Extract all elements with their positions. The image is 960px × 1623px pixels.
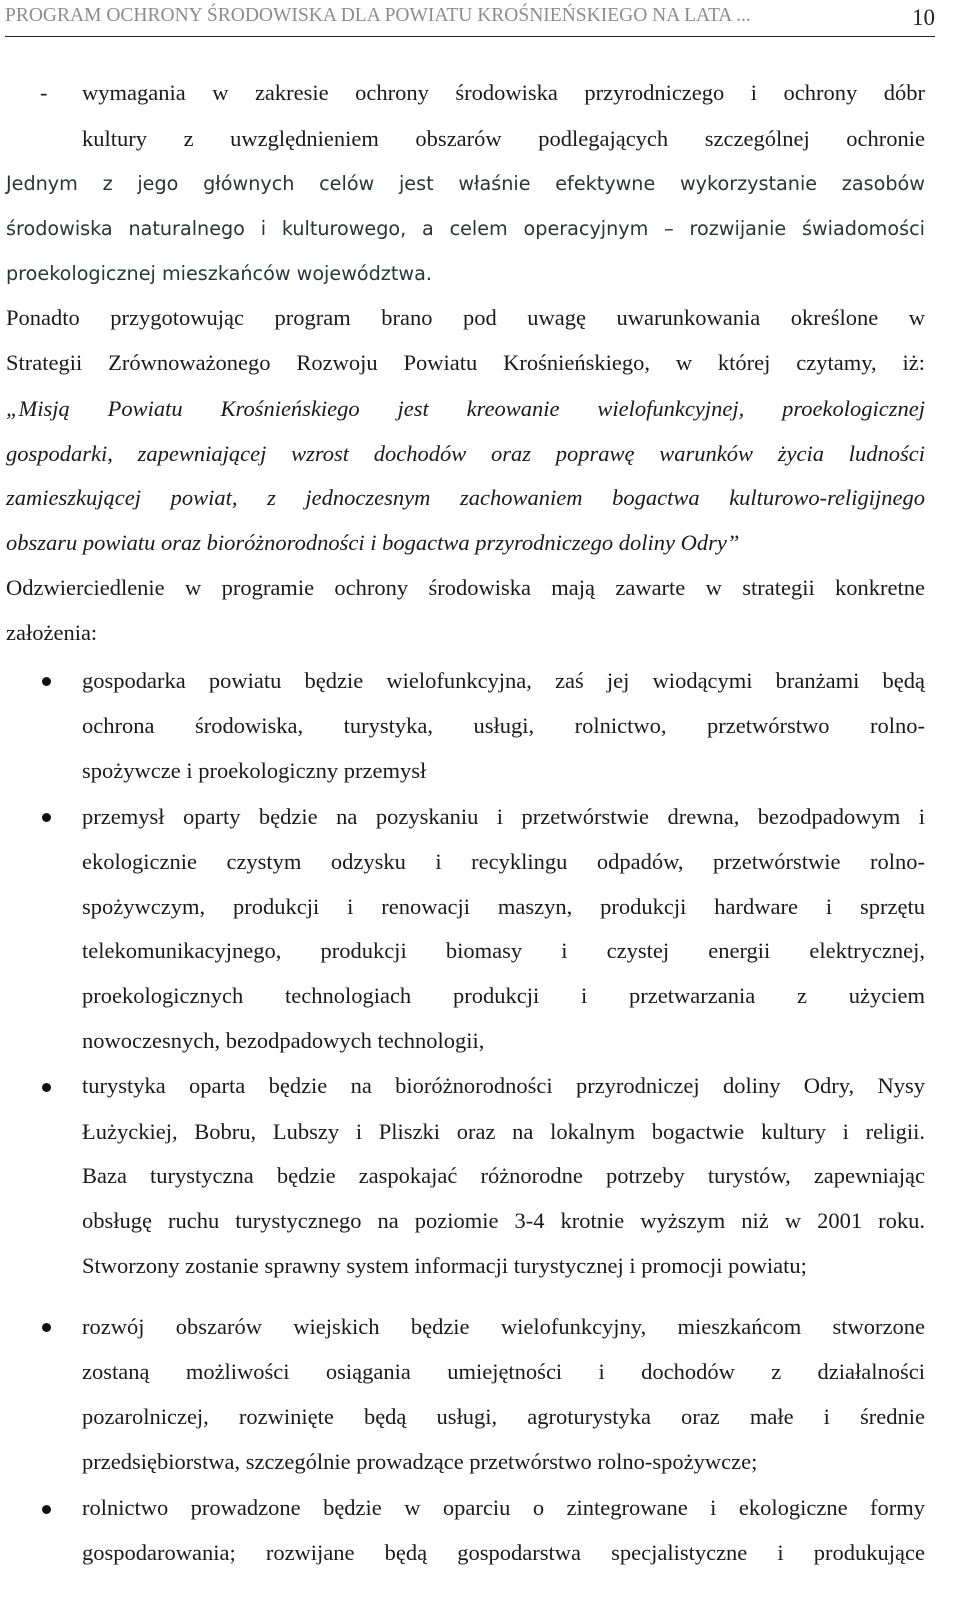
bullet-line: ekologicznie czystym odzysku i recyklingu odpadów, przetwórstwie rolno- — [82, 849, 925, 874]
bullet-line: nowoczesnych, bezodpadowych technologii, — [82, 1028, 485, 1053]
paragraph-line: założenia: — [6, 620, 98, 645]
bullet-line: proekologicznych technologiach produkcji i przetwarzania z użyciem — [82, 983, 925, 1008]
dash-marker: - — [40, 80, 48, 105]
bullet-line: przemysł oparty będzie na pozyskaniu i przetwórstwie drewna, bezodpadowym i — [82, 804, 925, 829]
bullet-line: przedsiębiorstwa, szczególnie prowadzące przetwórstwo rolno-spożywcze; — [82, 1449, 758, 1474]
bullet-marker — [42, 1505, 51, 1514]
quote-line: gospodarki, zapewniającej wzrost dochodów oraz poprawę warunków życia ludności — [6, 441, 925, 466]
quote-line: „Misją Powiatu Krośnieńskiego jest kreowanie wielofunkcyjnej, proekologicznej — [6, 396, 925, 421]
bullet-line: spożywcze i proekologiczny przemysł — [82, 758, 427, 783]
bullet-line: rozwój obszarów wiejskich będzie wielofunkcyjny, mieszkańcom stworzone — [82, 1314, 925, 1339]
quote-line: zamieszkującej powiat, z jednoczesnym zachowaniem bogactwa kulturowo-religijnego — [6, 485, 925, 510]
bullet-line: Łużyckiej, Bobru, Lubszy i Pliszki oraz na lokalnym bogactwie kultury i religii. — [82, 1119, 925, 1144]
bullet-line: gospodarowania; rozwijane będą gospodarstwa specjalistyczne i produkujące — [82, 1540, 925, 1565]
bullet-line: telekomunikacyjnego, produkcji biomasy i czystej energii elektrycznej, — [82, 938, 925, 963]
bullet-line: Stworzony zostanie sprawny system informacji turystycznej i promocji powiatu; — [82, 1253, 807, 1278]
bullet-line: ochrona środowiska, turystyka, usługi, rolnictwo, przetwórstwo rolno- — [82, 713, 925, 738]
bullet-line: zostaną możliwości osiągania umiejętności i dochodów z działalności — [82, 1359, 925, 1384]
dash-item-line: kultury z uwzględnieniem obszarów podlegających szczególnej ochronie — [82, 126, 925, 151]
quote-line: obszaru powiatu oraz bioróżnorodności i bogactwa przyrodniczego doliny Odry” — [6, 530, 740, 555]
paragraph-line: proekologicznej mieszkańców województwa. — [6, 262, 432, 285]
bullet-line: obsługę ruchu turystycznego na poziomie 3-4 krotnie wyższym niż w 2001 roku. — [82, 1208, 925, 1233]
bullet-line: rolnictwo prowadzone będzie w oparciu o zintegrowane i ekologiczne formy — [82, 1495, 925, 1520]
paragraph-line: Ponadto przygotowując program brano pod uwagę uwarunkowania określone w — [6, 305, 925, 330]
paragraph-line: Jednym z jego głównych celów jest właśnie efektywne wykorzystanie zasobów — [6, 172, 925, 195]
paragraph-line: Odzwierciedlenie w programie ochrony środowiska mają zawarte w strategii konkretne — [6, 575, 925, 600]
paragraph-line: środowiska naturalnego i kulturowego, a celem operacyjnym – rozwijanie świadomości — [6, 217, 925, 240]
bullet-marker — [42, 677, 51, 686]
page-header — [5, 0, 935, 37]
bullet-marker — [42, 1323, 51, 1332]
document-title: PROGRAM OCHRONY ŚRODOWISKA DLA POWIATU KROŚNIEŃSKIEGO NA LATA ... — [5, 5, 751, 26]
dash-item-line: wymagania w zakresie ochrony środowiska przyrodniczego i ochrony dóbr — [82, 80, 925, 105]
bullet-line: pozarolniczej, rozwinięte będą usługi, agroturystyka oraz małe i średnie — [82, 1404, 925, 1429]
paragraph-line: Strategii Zrównoważonego Rozwoju Powiatu Krośnieńskiego, w której czytamy, iż: — [6, 350, 925, 375]
page-number: 10 — [912, 5, 935, 30]
bullet-line: spożywczym, produkcji i renowacji maszyn, produkcji hardware i sprzętu — [82, 894, 925, 919]
bullet-marker — [42, 1083, 51, 1092]
bullet-line: turystyka oparta będzie na bioróżnorodności przyrodniczej doliny Odry, Nysy — [82, 1073, 925, 1098]
bullet-line: Baza turystyczna będzie zaspokajać różnorodne potrzeby turystów, zapewniając — [82, 1163, 925, 1188]
bullet-marker — [42, 813, 51, 822]
bullet-line: gospodarka powiatu będzie wielofunkcyjna, zaś jej wiodącymi branżami będą — [82, 668, 925, 693]
